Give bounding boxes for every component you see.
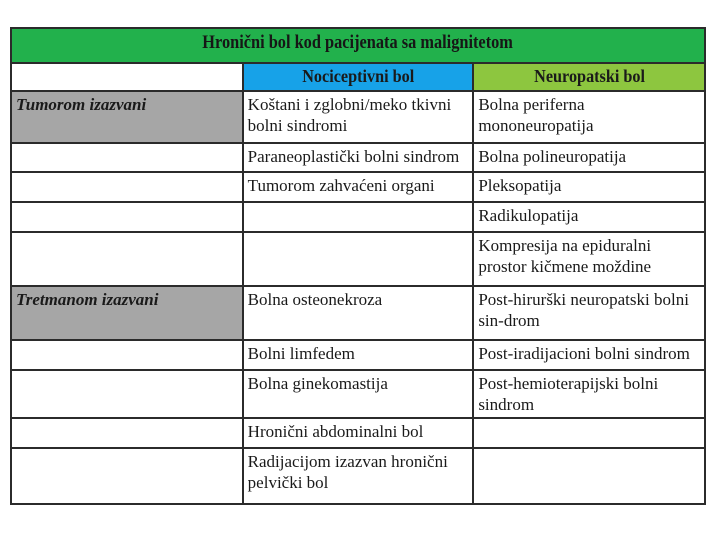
table-title-text: Hronični bol kod pacijenata sa malignitetom bbox=[202, 32, 514, 53]
table-row bbox=[11, 340, 705, 370]
table-row bbox=[11, 448, 705, 504]
cell-text: Radikulopatija bbox=[478, 206, 579, 225]
table-row bbox=[11, 370, 705, 418]
header-nociceptive-text: Nociceptivni bol bbox=[301, 66, 415, 86]
cell-text: Bolna polineuropatija bbox=[478, 147, 627, 166]
table-row bbox=[11, 286, 705, 340]
category-empty-cell bbox=[11, 340, 243, 370]
category-empty-cell bbox=[11, 418, 243, 448]
category-treatment bbox=[11, 286, 243, 340]
table-row bbox=[11, 418, 705, 448]
header-empty-cell bbox=[11, 63, 243, 91]
neuropathic-cell bbox=[473, 448, 705, 504]
header-row bbox=[11, 63, 705, 91]
neuropathic-cell bbox=[473, 418, 705, 448]
category-empty-cell bbox=[11, 143, 243, 172]
cell-text: Post-iradijacioni bolni sindrom bbox=[478, 344, 690, 363]
header-neuropathic bbox=[473, 63, 705, 91]
pain-classification-table bbox=[10, 27, 706, 505]
cell-text: Paraneoplastički bolni sindrom bbox=[247, 147, 460, 166]
table-row bbox=[11, 202, 705, 232]
header-neuropathic-text: Neuropatski bol bbox=[533, 66, 645, 86]
table-row bbox=[11, 232, 705, 286]
category-empty-cell bbox=[11, 232, 243, 286]
cell-text: Bolna ginekomastija bbox=[247, 374, 388, 393]
nociceptive-cell bbox=[243, 370, 474, 418]
nociceptive-cell bbox=[243, 172, 474, 202]
category-tumor bbox=[11, 91, 243, 143]
cell-text: Pleksopatija bbox=[478, 176, 562, 195]
cell-text: Bolna osteonekroza bbox=[247, 290, 383, 309]
neuropathic-cell bbox=[473, 232, 705, 286]
neuropathic-cell bbox=[473, 340, 705, 370]
neuropathic-cell bbox=[473, 172, 705, 202]
category-empty-cell bbox=[11, 202, 243, 232]
category-label: Tretmanom izazvani bbox=[16, 290, 159, 309]
nociceptive-cell bbox=[243, 232, 474, 286]
neuropathic-cell bbox=[473, 91, 705, 143]
category-empty-cell bbox=[11, 370, 243, 418]
category-label: Tumorom izazvani bbox=[16, 95, 147, 114]
nociceptive-cell bbox=[243, 286, 474, 340]
neuropathic-cell bbox=[473, 202, 705, 232]
table-row bbox=[11, 172, 705, 202]
table-title bbox=[11, 28, 705, 63]
cell-text: Post-hemioterapijski bolni sindrom bbox=[478, 374, 659, 414]
table-row bbox=[11, 91, 705, 143]
nociceptive-cell bbox=[243, 143, 474, 172]
cell-text: Bolna periferna mononeuropatija bbox=[478, 95, 594, 135]
nociceptive-cell bbox=[243, 340, 474, 370]
cell-text: Kompresija na epiduralni prostor kičmene moždine bbox=[478, 236, 652, 276]
cell-text: Hronični abdominalni bol bbox=[247, 422, 424, 441]
category-empty-cell bbox=[11, 172, 243, 202]
nociceptive-cell bbox=[243, 91, 474, 143]
nociceptive-cell bbox=[243, 202, 474, 232]
cell-text: Post-hirurški neuropatski bolni sin-drom bbox=[478, 290, 689, 330]
header-nociceptive bbox=[243, 63, 474, 91]
category-empty-cell bbox=[11, 448, 243, 504]
title-row bbox=[11, 28, 705, 63]
neuropathic-cell bbox=[473, 370, 705, 418]
cell-text: Radijacijom izazvan hronični pelvički bol bbox=[247, 452, 448, 492]
table-row bbox=[11, 143, 705, 172]
cell-text: Koštani i zglobni/meko tkivni bolni sindromi bbox=[247, 95, 452, 135]
neuropathic-cell bbox=[473, 143, 705, 172]
cell-text: Bolni limfedem bbox=[247, 344, 355, 363]
neuropathic-cell bbox=[473, 286, 705, 340]
nociceptive-cell bbox=[243, 418, 474, 448]
nociceptive-cell bbox=[243, 448, 474, 504]
cell-text: Tumorom zahvaćeni organi bbox=[247, 176, 435, 195]
